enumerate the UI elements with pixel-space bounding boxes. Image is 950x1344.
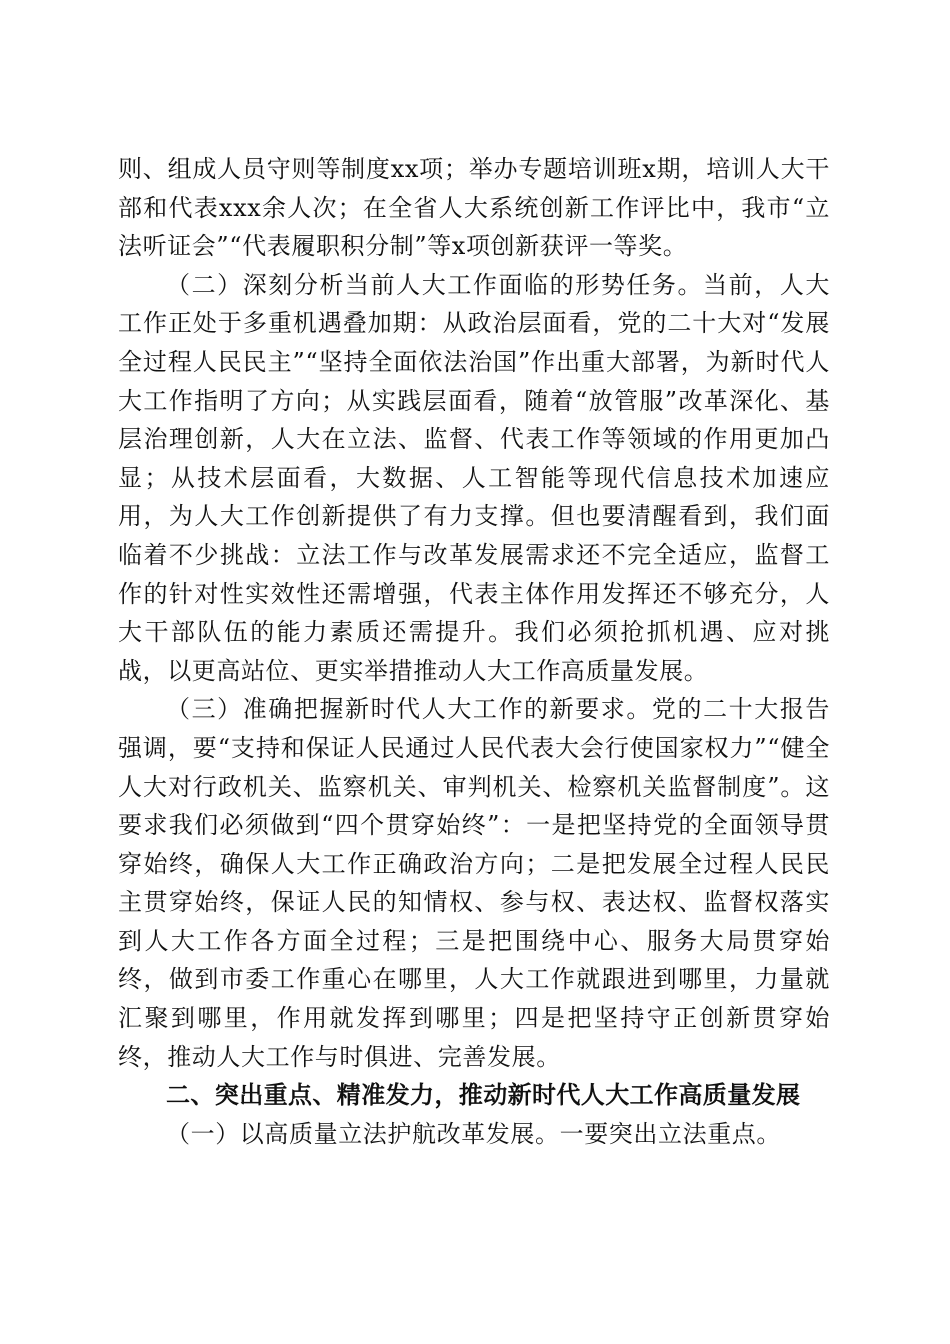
section-heading: 二、突出重点、精准发力，推动新时代人大工作高质量发展	[166, 1081, 801, 1110]
paragraph-new-requirements: （三）准确把握新时代人大工作的新要求。党的二十大报告强调，要“支持和保证人民通过人民代表大会行使国家权力”“健全人大对行政机关、监察机关、审判机关、检察机关监督制度”。这要求我们必须做到“四个贯穿始终”：一是把坚持党的全面领导贯穿始终，确保人大工作正确政治方向；二是把发展全过程人民民主贯穿始终，保证人民的知情权、参与权、表达权、监督权落实到人大工作各方面全过程；三是把围绕中心、服务大局贯穿始终，做到市委工作重心在哪里，人大工作就跟进到哪里，力量就汇聚到哪里，作用就发挥到哪里；四是把坚持守正创新贯穿始终，推动人大工作与时俱进、完善发展。	[118, 695, 830, 1071]
paragraph-continuation: 则、组成人员守则等制度xx项；举办专题培训班x期，培训人大干部和代表xxx余人次；在全省人大系统创新工作评比中，我市“立法听证会”“代表履职积分制”等x项创新获评一等奖。	[118, 155, 830, 261]
document-body	[118, 150, 830, 1153]
paragraph-legislation: （一）以高质量立法护航改革发展。一要突出立法重点。	[166, 1119, 781, 1148]
paragraph-situation-analysis: （二）深刻分析当前人大工作面临的形势任务。当前，人大工作正处于多重机遇叠加期：从政治层面看，党的二十大对“发展全过程人民民主”“坚持全面依法治国”作出重大部署，为新时代人大工作指明了方向；从实践层面看，随着“放管服”改革深化、基层治理创新，人大在立法、监督、代表工作等领域的作用更加凸显；从技术层面看，大数据、人工智能等现代信息技术加速应用，为人大工作创新提供了有力支撑。但也要清醒看到，我们面临着不少挑战：立法工作与改革发展需求还不完全适应，监督工作的针对性实效性还需增强，代表主体作用发挥还不够充分，人大干部队伍的能力素质还需提升。我们必须抢抓机遇、应对挑战，以更高站位、更实举措推动人大工作高质量发展。	[118, 270, 830, 685]
